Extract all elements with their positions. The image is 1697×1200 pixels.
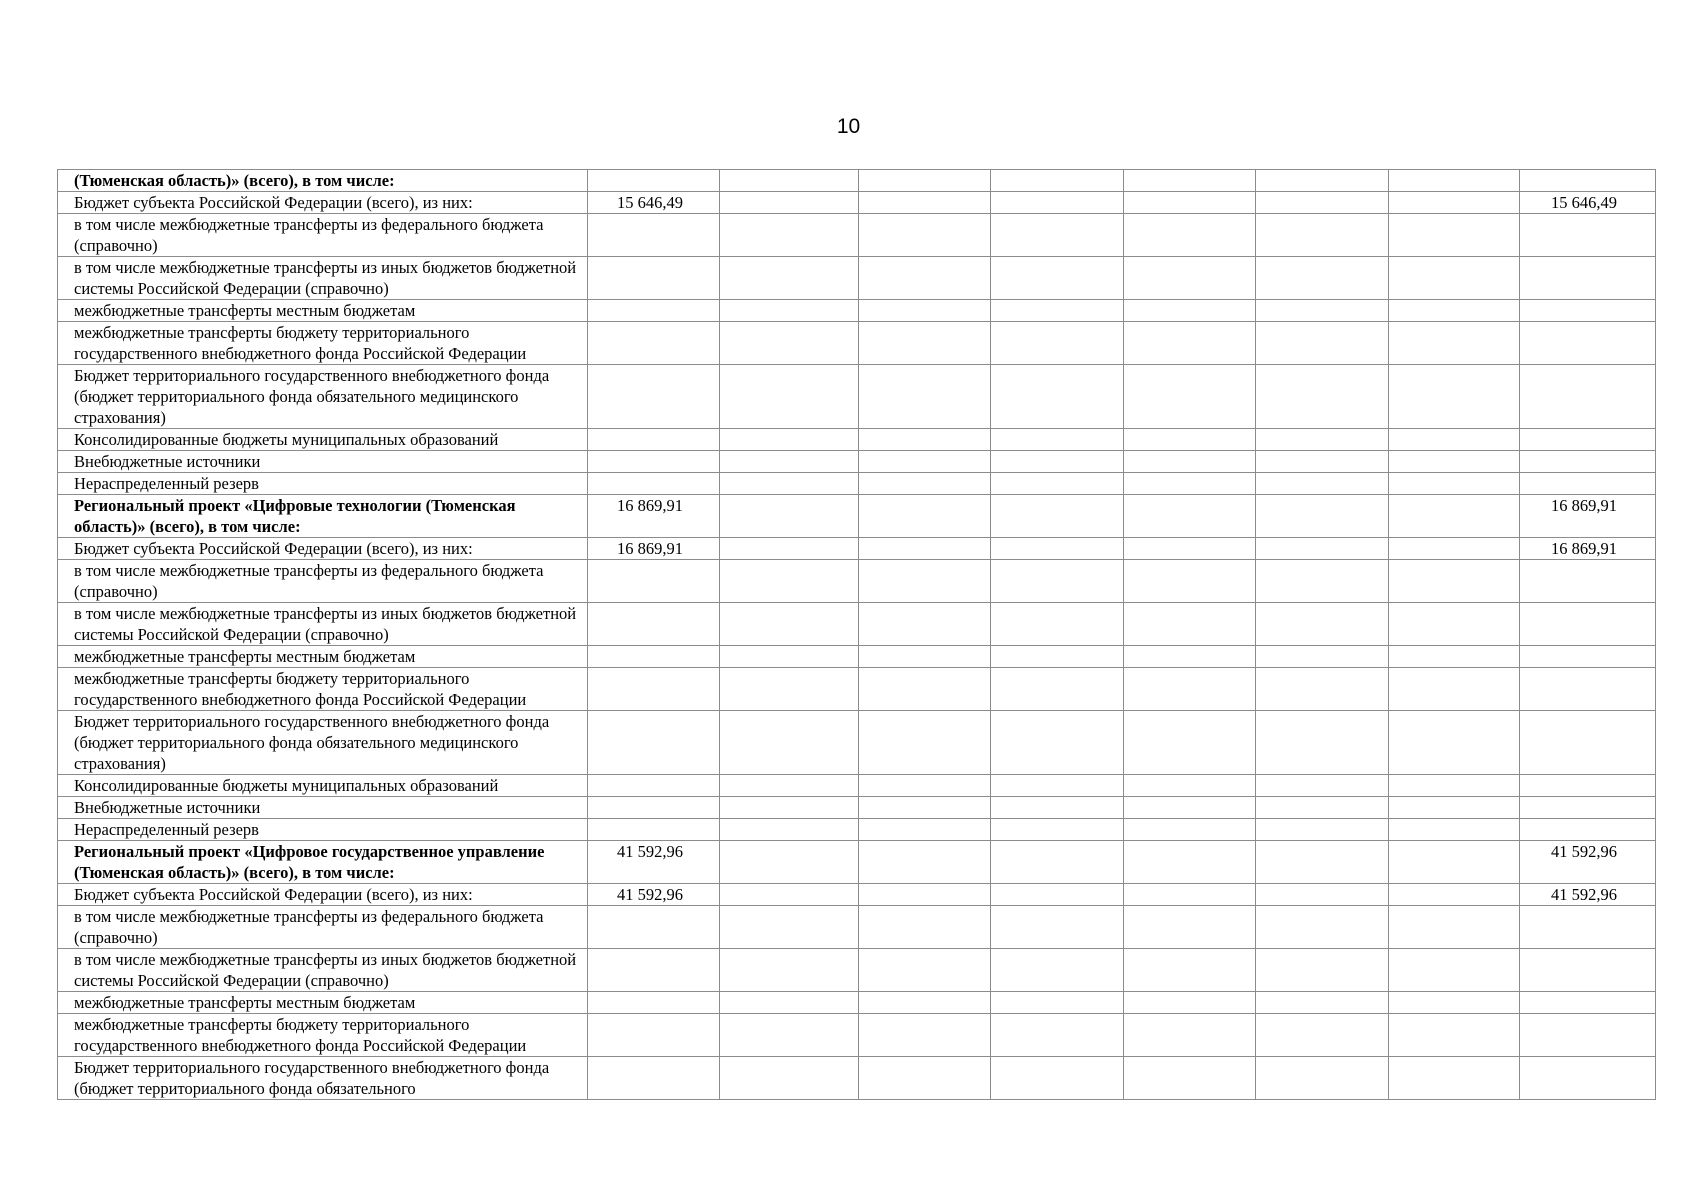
table-row [58, 775, 1656, 797]
empty-cell [991, 429, 1124, 451]
empty-cell [720, 841, 859, 884]
empty-cell [1124, 170, 1256, 192]
row-total [1520, 214, 1656, 257]
table-row [58, 603, 1656, 646]
row-total [1520, 992, 1656, 1014]
empty-cell [1389, 322, 1520, 365]
empty-cell [1256, 949, 1389, 992]
page-number: 10 [836, 115, 861, 138]
table-row [58, 192, 1656, 214]
empty-cell [1256, 668, 1389, 711]
row-total [1520, 797, 1656, 819]
empty-cell [991, 1057, 1124, 1100]
empty-cell [1124, 538, 1256, 560]
row-label: в том числе межбюджетные трансферты из иных бюджетов бюджетной системы Российской Федерации (справочно) [58, 949, 588, 992]
row-total: 41 592,96 [1520, 841, 1656, 884]
empty-cell [1389, 473, 1520, 495]
row-label: Консолидированные бюджеты муниципальных образований [58, 775, 588, 797]
table-row [58, 495, 1656, 538]
empty-cell [1256, 992, 1389, 1014]
empty-cell [1256, 170, 1389, 192]
row-value [588, 797, 720, 819]
table-row [58, 170, 1656, 192]
empty-cell [1256, 819, 1389, 841]
empty-cell [859, 668, 991, 711]
row-total [1520, 819, 1656, 841]
empty-cell [1256, 473, 1389, 495]
empty-cell [991, 170, 1124, 192]
row-label: Внебюджетные источники [58, 797, 588, 819]
row-value [588, 170, 720, 192]
row-label: межбюджетные трансферты местным бюджетам [58, 646, 588, 668]
empty-cell [1124, 797, 1256, 819]
row-total [1520, 1057, 1656, 1100]
empty-cell [720, 1057, 859, 1100]
empty-cell [1389, 538, 1520, 560]
table-row [58, 322, 1656, 365]
empty-cell [1124, 322, 1256, 365]
row-total [1520, 560, 1656, 603]
empty-cell [991, 797, 1124, 819]
table-row [58, 429, 1656, 451]
empty-cell [859, 906, 991, 949]
empty-cell [859, 170, 991, 192]
table-row [58, 884, 1656, 906]
empty-cell [720, 819, 859, 841]
empty-cell [1256, 797, 1389, 819]
empty-cell [1256, 775, 1389, 797]
row-value [588, 819, 720, 841]
empty-cell [720, 711, 859, 775]
row-value [588, 365, 720, 429]
empty-cell [1256, 300, 1389, 322]
empty-cell [1124, 560, 1256, 603]
empty-cell [859, 992, 991, 1014]
empty-cell [1389, 170, 1520, 192]
empty-cell [1124, 429, 1256, 451]
empty-cell [1256, 495, 1389, 538]
empty-cell [991, 257, 1124, 300]
empty-cell [859, 797, 991, 819]
empty-cell [720, 1014, 859, 1057]
empty-cell [1389, 603, 1520, 646]
empty-cell [1124, 841, 1256, 884]
row-label: в том числе межбюджетные трансферты из федерального бюджета (справочно) [58, 560, 588, 603]
empty-cell [859, 884, 991, 906]
empty-cell [1256, 365, 1389, 429]
empty-cell [859, 1057, 991, 1100]
row-label: межбюджетные трансферты бюджету территориального государственного внебюджетного фонда Российской Федерации [58, 322, 588, 365]
empty-cell [859, 603, 991, 646]
empty-cell [1256, 646, 1389, 668]
empty-cell [1124, 949, 1256, 992]
empty-cell [859, 451, 991, 473]
empty-cell [1124, 668, 1256, 711]
row-total [1520, 451, 1656, 473]
empty-cell [1389, 300, 1520, 322]
empty-cell [1124, 711, 1256, 775]
row-label: Региональный проект «Цифровые технологии (Тюменская область)» (всего), в том числе: [58, 495, 588, 538]
empty-cell [991, 775, 1124, 797]
empty-cell [991, 906, 1124, 949]
table-row [58, 1057, 1656, 1100]
row-label: Консолидированные бюджеты муниципальных образований [58, 429, 588, 451]
empty-cell [991, 322, 1124, 365]
empty-cell [720, 884, 859, 906]
empty-cell [1124, 992, 1256, 1014]
row-value [588, 992, 720, 1014]
row-label: Внебюджетные источники [58, 451, 588, 473]
empty-cell [720, 365, 859, 429]
row-label: Бюджет территориального государственного внебюджетного фонда (бюджет территориального фонда обязательного медицинского страхования) [58, 711, 588, 775]
table-row [58, 819, 1656, 841]
empty-cell [1256, 538, 1389, 560]
table-row [58, 257, 1656, 300]
empty-cell [1256, 214, 1389, 257]
empty-cell [859, 322, 991, 365]
empty-cell [859, 365, 991, 429]
table-row [58, 451, 1656, 473]
empty-cell [720, 906, 859, 949]
row-label: Бюджет территориального государственного внебюджетного фонда (бюджет территориального фонда обязательного медицинского страхования) [58, 365, 588, 429]
empty-cell [859, 949, 991, 992]
row-label: Бюджет территориального государственного внебюджетного фонда (бюджет территориального фонда обязательного [58, 1057, 588, 1100]
empty-cell [720, 170, 859, 192]
row-value: 41 592,96 [588, 841, 720, 884]
row-label: межбюджетные трансферты бюджету территориального государственного внебюджетного фонда Российской Федерации [58, 668, 588, 711]
empty-cell [1389, 906, 1520, 949]
empty-cell [720, 214, 859, 257]
row-total [1520, 646, 1656, 668]
row-total [1520, 906, 1656, 949]
empty-cell [1256, 451, 1389, 473]
empty-cell [1256, 884, 1389, 906]
table-row [58, 797, 1656, 819]
row-label: Нераспределенный резерв [58, 819, 588, 841]
row-label: Нераспределенный резерв [58, 473, 588, 495]
row-value: 41 592,96 [588, 884, 720, 906]
empty-cell [720, 473, 859, 495]
empty-cell [1124, 775, 1256, 797]
row-total [1520, 603, 1656, 646]
empty-cell [859, 429, 991, 451]
empty-cell [1389, 797, 1520, 819]
empty-cell [1256, 192, 1389, 214]
row-total [1520, 257, 1656, 300]
table-row [58, 365, 1656, 429]
table-row [58, 992, 1656, 1014]
empty-cell [991, 192, 1124, 214]
table-row [58, 949, 1656, 992]
table-row [58, 906, 1656, 949]
table-row [58, 560, 1656, 603]
empty-cell [1256, 322, 1389, 365]
empty-cell [991, 603, 1124, 646]
empty-cell [720, 257, 859, 300]
row-label: Бюджет субъекта Российской Федерации (всего), из них: [58, 192, 588, 214]
row-label: межбюджетные трансферты бюджету территориального государственного внебюджетного фонда Российской Федерации [58, 1014, 588, 1057]
empty-cell [1389, 646, 1520, 668]
row-label: Бюджет субъекта Российской Федерации (всего), из них: [58, 884, 588, 906]
empty-cell [720, 538, 859, 560]
empty-cell [859, 473, 991, 495]
row-value [588, 322, 720, 365]
table-row [58, 214, 1656, 257]
empty-cell [1389, 560, 1520, 603]
row-value [588, 1014, 720, 1057]
budget-table [57, 169, 1656, 1100]
empty-cell [720, 322, 859, 365]
empty-cell [720, 668, 859, 711]
table-row [58, 646, 1656, 668]
empty-cell [720, 775, 859, 797]
empty-cell [1256, 841, 1389, 884]
row-value [588, 711, 720, 775]
row-value [588, 668, 720, 711]
empty-cell [1124, 819, 1256, 841]
table-row [58, 668, 1656, 711]
empty-cell [720, 992, 859, 1014]
empty-cell [1256, 711, 1389, 775]
empty-cell [859, 841, 991, 884]
empty-cell [1256, 560, 1389, 603]
row-total: 15 646,49 [1520, 192, 1656, 214]
empty-cell [991, 646, 1124, 668]
empty-cell [1124, 451, 1256, 473]
empty-cell [1389, 495, 1520, 538]
empty-cell [1124, 365, 1256, 429]
empty-cell [720, 603, 859, 646]
empty-cell [991, 300, 1124, 322]
empty-cell [1256, 603, 1389, 646]
empty-cell [1389, 192, 1520, 214]
row-label: Региональный проект «Цифровое государственное управление (Тюменская область)» (всего), в том числе: [58, 841, 588, 884]
empty-cell [720, 300, 859, 322]
row-value [588, 1057, 720, 1100]
empty-cell [1389, 1057, 1520, 1100]
row-label: в том числе межбюджетные трансферты из федерального бюджета (справочно) [58, 906, 588, 949]
empty-cell [1124, 300, 1256, 322]
row-value: 16 869,91 [588, 538, 720, 560]
empty-cell [859, 646, 991, 668]
empty-cell [1124, 214, 1256, 257]
row-total [1520, 949, 1656, 992]
row-total [1520, 473, 1656, 495]
row-value [588, 300, 720, 322]
empty-cell [720, 192, 859, 214]
row-value [588, 906, 720, 949]
empty-cell [720, 560, 859, 603]
empty-cell [1124, 1057, 1256, 1100]
empty-cell [1389, 429, 1520, 451]
table-row [58, 711, 1656, 775]
row-value [588, 949, 720, 992]
empty-cell [991, 538, 1124, 560]
empty-cell [991, 365, 1124, 429]
row-total [1520, 775, 1656, 797]
row-label: в том числе межбюджетные трансферты из иных бюджетов бюджетной системы Российской Федерации (справочно) [58, 603, 588, 646]
empty-cell [991, 949, 1124, 992]
empty-cell [720, 646, 859, 668]
empty-cell [1256, 257, 1389, 300]
empty-cell [991, 992, 1124, 1014]
empty-cell [991, 668, 1124, 711]
empty-cell [859, 538, 991, 560]
empty-cell [859, 560, 991, 603]
empty-cell [859, 214, 991, 257]
empty-cell [1124, 473, 1256, 495]
empty-cell [991, 1014, 1124, 1057]
row-total [1520, 1014, 1656, 1057]
row-value: 15 646,49 [588, 192, 720, 214]
empty-cell [1256, 1014, 1389, 1057]
budget-table-body [58, 170, 1656, 1100]
empty-cell [1389, 451, 1520, 473]
empty-cell [859, 300, 991, 322]
table-row [58, 1014, 1656, 1057]
empty-cell [859, 775, 991, 797]
empty-cell [1389, 884, 1520, 906]
empty-cell [991, 495, 1124, 538]
row-total [1520, 365, 1656, 429]
empty-cell [1389, 214, 1520, 257]
empty-cell [720, 495, 859, 538]
empty-cell [1124, 192, 1256, 214]
empty-cell [991, 214, 1124, 257]
row-value: 16 869,91 [588, 495, 720, 538]
row-label: в том числе межбюджетные трансферты из федерального бюджета (справочно) [58, 214, 588, 257]
row-value [588, 473, 720, 495]
empty-cell [720, 797, 859, 819]
empty-cell [1124, 495, 1256, 538]
row-value [588, 257, 720, 300]
row-value [588, 646, 720, 668]
empty-cell [1124, 646, 1256, 668]
row-total [1520, 322, 1656, 365]
table-row [58, 473, 1656, 495]
empty-cell [1256, 429, 1389, 451]
empty-cell [859, 1014, 991, 1057]
row-total: 16 869,91 [1520, 538, 1656, 560]
empty-cell [859, 819, 991, 841]
row-label: в том числе межбюджетные трансферты из иных бюджетов бюджетной системы Российской Федерации (справочно) [58, 257, 588, 300]
empty-cell [720, 949, 859, 992]
empty-cell [991, 560, 1124, 603]
row-total: 16 869,91 [1520, 495, 1656, 538]
empty-cell [1389, 365, 1520, 429]
row-value [588, 451, 720, 473]
table-row [58, 300, 1656, 322]
empty-cell [859, 711, 991, 775]
empty-cell [991, 819, 1124, 841]
row-value [588, 603, 720, 646]
empty-cell [1256, 906, 1389, 949]
empty-cell [859, 257, 991, 300]
empty-cell [1389, 841, 1520, 884]
empty-cell [859, 495, 991, 538]
empty-cell [1389, 819, 1520, 841]
row-label: (Тюменская область)» (всего), в том числе: [58, 170, 588, 192]
row-value [588, 775, 720, 797]
empty-cell [859, 192, 991, 214]
row-value [588, 560, 720, 603]
empty-cell [991, 473, 1124, 495]
empty-cell [720, 429, 859, 451]
empty-cell [1389, 949, 1520, 992]
empty-cell [991, 841, 1124, 884]
empty-cell [991, 884, 1124, 906]
empty-cell [991, 451, 1124, 473]
row-label: межбюджетные трансферты местным бюджетам [58, 992, 588, 1014]
empty-cell [1124, 1014, 1256, 1057]
row-total [1520, 668, 1656, 711]
empty-cell [1389, 1014, 1520, 1057]
table-row [58, 841, 1656, 884]
row-total [1520, 711, 1656, 775]
empty-cell [991, 711, 1124, 775]
empty-cell [1389, 668, 1520, 711]
empty-cell [1389, 992, 1520, 1014]
row-total: 41 592,96 [1520, 884, 1656, 906]
empty-cell [1389, 775, 1520, 797]
row-value [588, 429, 720, 451]
empty-cell [1124, 884, 1256, 906]
empty-cell [1124, 257, 1256, 300]
table-row [58, 538, 1656, 560]
empty-cell [720, 451, 859, 473]
row-total [1520, 300, 1656, 322]
row-total [1520, 429, 1656, 451]
empty-cell [1124, 603, 1256, 646]
empty-cell [1256, 1057, 1389, 1100]
row-total [1520, 170, 1656, 192]
empty-cell [1389, 257, 1520, 300]
row-value [588, 214, 720, 257]
row-label: межбюджетные трансферты местным бюджетам [58, 300, 588, 322]
empty-cell [1124, 906, 1256, 949]
empty-cell [1389, 711, 1520, 775]
row-label: Бюджет субъекта Российской Федерации (всего), из них: [58, 538, 588, 560]
